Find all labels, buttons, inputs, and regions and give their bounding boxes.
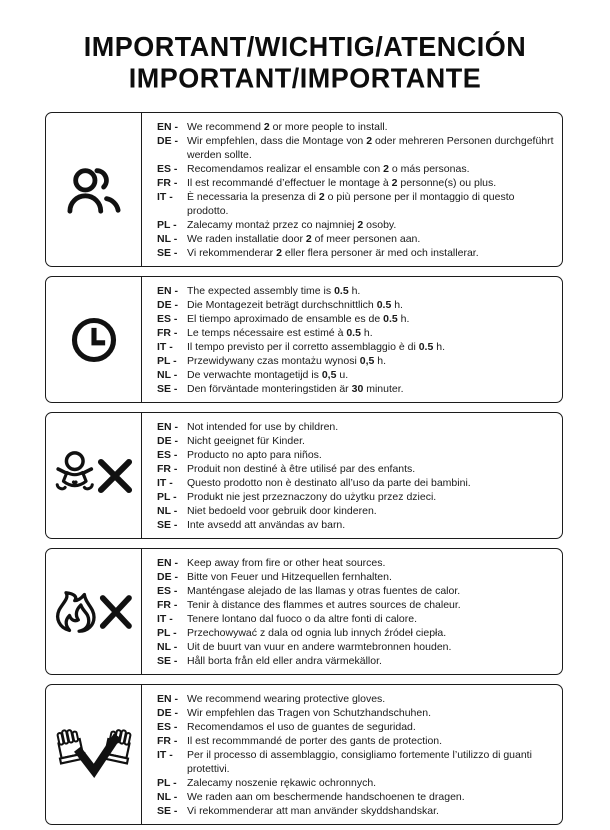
instruction-sentence: Produkt nie jest przeznaczony do użytku przez dzieci. — [187, 491, 437, 503]
language-code: FR - — [157, 327, 178, 339]
instruction-sentence: We raden aan om beschermende handschoenen te dragen. — [187, 791, 465, 803]
instruction-sentence: Vi rekommenderar 2 eller flera personer är med och installerar. — [187, 247, 479, 259]
language-code: ES - — [157, 585, 178, 597]
instruction-line-es — [157, 584, 554, 598]
instruction-line-de — [157, 706, 554, 720]
language-code: NL - — [157, 369, 178, 381]
language-code: DE - — [157, 299, 178, 311]
instruction-sentence: È necessaria la presenza di 2 o più persone per il montaggio di questo prodotto. — [187, 191, 515, 217]
language-code: IT - — [157, 613, 173, 625]
language-code: FR - — [157, 599, 178, 611]
language-code: PL - — [157, 491, 177, 503]
language-code: ES - — [157, 313, 178, 325]
instruction-line-pl — [157, 626, 554, 640]
language-code: IT - — [157, 477, 173, 489]
instruction-sentence: Manténgase alejado de las llamas y otras fuentes de calor. — [187, 585, 461, 597]
page-title — [0, 0, 610, 94]
no-fire-icon — [46, 549, 142, 674]
language-code: ES - — [157, 721, 178, 733]
instruction-line-se — [157, 654, 554, 668]
instruction-sentence: De verwachte montagetijd is 0,5 u. — [187, 369, 349, 381]
language-code: NL - — [157, 233, 178, 245]
instruction-line-es — [157, 720, 554, 734]
instruction-line-nl — [157, 368, 554, 382]
instruction-sentence: We recommend wearing protective gloves. — [187, 693, 386, 705]
language-code: SE - — [157, 805, 178, 817]
instruction-line-de — [157, 570, 554, 584]
instruction-sentence: We raden installatie door 2 of meer personen aan. — [187, 233, 421, 245]
language-code: SE - — [157, 247, 178, 259]
instruction-line-it — [157, 190, 554, 218]
language-code: FR - — [157, 735, 178, 747]
language-code: EN - — [157, 121, 178, 133]
instruction-sentence: Produit non destiné à être utilisé par des enfants. — [187, 463, 416, 475]
instruction-text — [142, 277, 562, 402]
language-code: IT - — [157, 341, 173, 353]
instruction-line-nl — [157, 504, 554, 518]
language-code: DE - — [157, 707, 178, 719]
instruction-box-assembly-time — [45, 276, 563, 403]
instruction-box-two-people — [45, 112, 563, 267]
language-code: NL - — [157, 641, 178, 653]
instruction-text — [142, 685, 562, 824]
language-code: PL - — [157, 355, 177, 367]
instruction-sentence: Recomendamos el uso de guantes de seguridad. — [187, 721, 416, 733]
page-title-line2: IMPORTANT/IMPORTANTE — [128, 62, 482, 94]
protective-gloves-icon — [46, 685, 142, 824]
instruction-sentence: El tiempo aproximado de ensamble es de 0.5 h. — [187, 313, 410, 325]
instruction-line-en — [157, 420, 554, 434]
instruction-line-pl — [157, 490, 554, 504]
instruction-line-de — [157, 298, 554, 312]
instruction-sentence: Nicht geeignet für Kinder. — [187, 435, 305, 447]
language-code: EN - — [157, 557, 178, 569]
instruction-line-en — [157, 120, 554, 134]
instruction-text — [142, 413, 562, 538]
language-code: NL - — [157, 791, 178, 803]
language-code: SE - — [157, 383, 178, 395]
instruction-line-se — [157, 804, 554, 818]
instruction-line-pl — [157, 218, 554, 232]
language-code: PL - — [157, 627, 177, 639]
instruction-line-se — [157, 518, 554, 532]
no-children-icon — [46, 413, 142, 538]
instruction-line-pl — [157, 776, 554, 790]
instruction-sentence: The expected assembly time is 0.5 h. — [187, 285, 361, 297]
language-code: EN - — [157, 285, 178, 297]
language-code: DE - — [157, 571, 178, 583]
instruction-sentence: Uit de buurt van vuur en andere warmtebronnen houden. — [187, 641, 452, 653]
language-code: ES - — [157, 163, 178, 175]
language-code: IT - — [157, 191, 173, 203]
language-code: DE - — [157, 135, 178, 147]
instruction-sentence: Przewidywany czas montażu wynosi 0,5 h. — [187, 355, 387, 367]
instruction-sentence: Wir empfehlen, dass die Montage von 2 oder mehreren Personen durchgeführt werden sollte. — [187, 135, 554, 161]
instruction-sentence: Not intended for use by children. — [187, 421, 339, 433]
language-code: SE - — [157, 519, 178, 531]
instruction-sentence: Tenere lontano dal fuoco o da altre fonti di calore. — [187, 613, 417, 625]
clock-icon — [46, 277, 142, 402]
instruction-sentence: Wir empfehlen das Tragen von Schutzhandschuhen. — [187, 707, 431, 719]
instruction-line-se — [157, 246, 554, 260]
instruction-sentence: Per il processo di assemblaggio, consigliamo fortemente l’utilizzo di guanti protettivi. — [187, 749, 532, 775]
instruction-sentence: We recommend 2 or more people to install. — [187, 121, 388, 133]
instruction-sentence: Keep away from fire or other heat sources. — [187, 557, 386, 569]
instruction-sentence: Den förväntade monteringstiden är 30 minuter. — [187, 383, 404, 395]
instruction-sentence: Tenir à distance des flammes et autres sources de chaleur. — [187, 599, 461, 611]
language-code: PL - — [157, 219, 177, 231]
instruction-line-es — [157, 312, 554, 326]
instruction-sentence: Håll borta från eld eller andra värmekällor. — [187, 655, 382, 667]
instruction-line-es — [157, 162, 554, 176]
instruction-line-se — [157, 382, 554, 396]
language-code: SE - — [157, 655, 178, 667]
instruction-sentence: Zalecamy noszenie rękawic ochronnych. — [187, 777, 377, 789]
instruction-line-pl — [157, 354, 554, 368]
instruction-text — [142, 113, 562, 266]
two-people-icon — [46, 113, 142, 266]
page-title-line1: IMPORTANT/WICHTIG/ATENCIÓN — [83, 31, 527, 63]
instruction-line-es — [157, 448, 554, 462]
instruction-line-nl — [157, 790, 554, 804]
instruction-sentence: Il est recommandé d’effectuer le montage à 2 personne(s) ou plus. — [187, 177, 497, 189]
instruction-box-gloves — [45, 684, 563, 825]
language-code: FR - — [157, 463, 178, 475]
language-code: DE - — [157, 435, 178, 447]
instruction-line-fr — [157, 176, 554, 190]
instruction-line-en — [157, 284, 554, 298]
instruction-sentence: Die Montagezeit beträgt durchschnittlich 0.5 h. — [187, 299, 403, 311]
instruction-line-de — [157, 434, 554, 448]
instruction-boxes — [45, 112, 563, 830]
instruction-line-it — [157, 476, 554, 490]
instruction-line-de — [157, 134, 554, 162]
instruction-line-it — [157, 340, 554, 354]
instruction-line-fr — [157, 598, 554, 612]
instruction-line-it — [157, 612, 554, 626]
instruction-sentence: Recomendamos realizar el ensamble con 2 o más personas. — [187, 163, 470, 175]
instruction-sentence: Niet bedoeld voor gebruik door kinderen. — [187, 505, 377, 517]
instruction-sentence: Zalecamy montaż przez co najmniej 2 osoby. — [187, 219, 397, 231]
instruction-text — [142, 549, 562, 674]
language-code: EN - — [157, 693, 178, 705]
language-code: FR - — [157, 177, 178, 189]
language-code: IT - — [157, 749, 173, 761]
language-code: ES - — [157, 449, 178, 461]
instruction-line-en — [157, 556, 554, 570]
instruction-line-fr — [157, 462, 554, 476]
instruction-sentence: Le temps nécessaire est estimé à 0.5 h. — [187, 327, 373, 339]
instruction-sentence: Il tempo previsto per il corretto assemblaggio è di 0.5 h. — [187, 341, 445, 353]
instruction-line-nl — [157, 232, 554, 246]
instruction-box-no-children — [45, 412, 563, 539]
instruction-line-it — [157, 748, 554, 776]
instruction-line-fr — [157, 734, 554, 748]
instruction-box-no-fire — [45, 548, 563, 675]
instruction-sentence: Questo prodotto non è destinato all’uso da parte dei bambini. — [187, 477, 471, 489]
language-code: EN - — [157, 421, 178, 433]
instruction-sentence: Producto no apto para niños. — [187, 449, 322, 461]
language-code: PL - — [157, 777, 177, 789]
instruction-line-nl — [157, 640, 554, 654]
instruction-line-fr — [157, 326, 554, 340]
instruction-sentence: Inte avsedd att användas av barn. — [187, 519, 346, 531]
instruction-sentence: Vi rekommenderar att man använder skyddshandskar. — [187, 805, 439, 817]
instruction-sentence: Przechowywać z dala od ognia lub innych źródeł ciepła. — [187, 627, 447, 639]
instruction-line-en — [157, 692, 554, 706]
instruction-sentence: Bitte von Feuer und Hitzequellen fernhalten. — [187, 571, 392, 583]
instruction-sentence: Il est recommmandé de porter des gants de protection. — [187, 735, 443, 747]
language-code: NL - — [157, 505, 178, 517]
